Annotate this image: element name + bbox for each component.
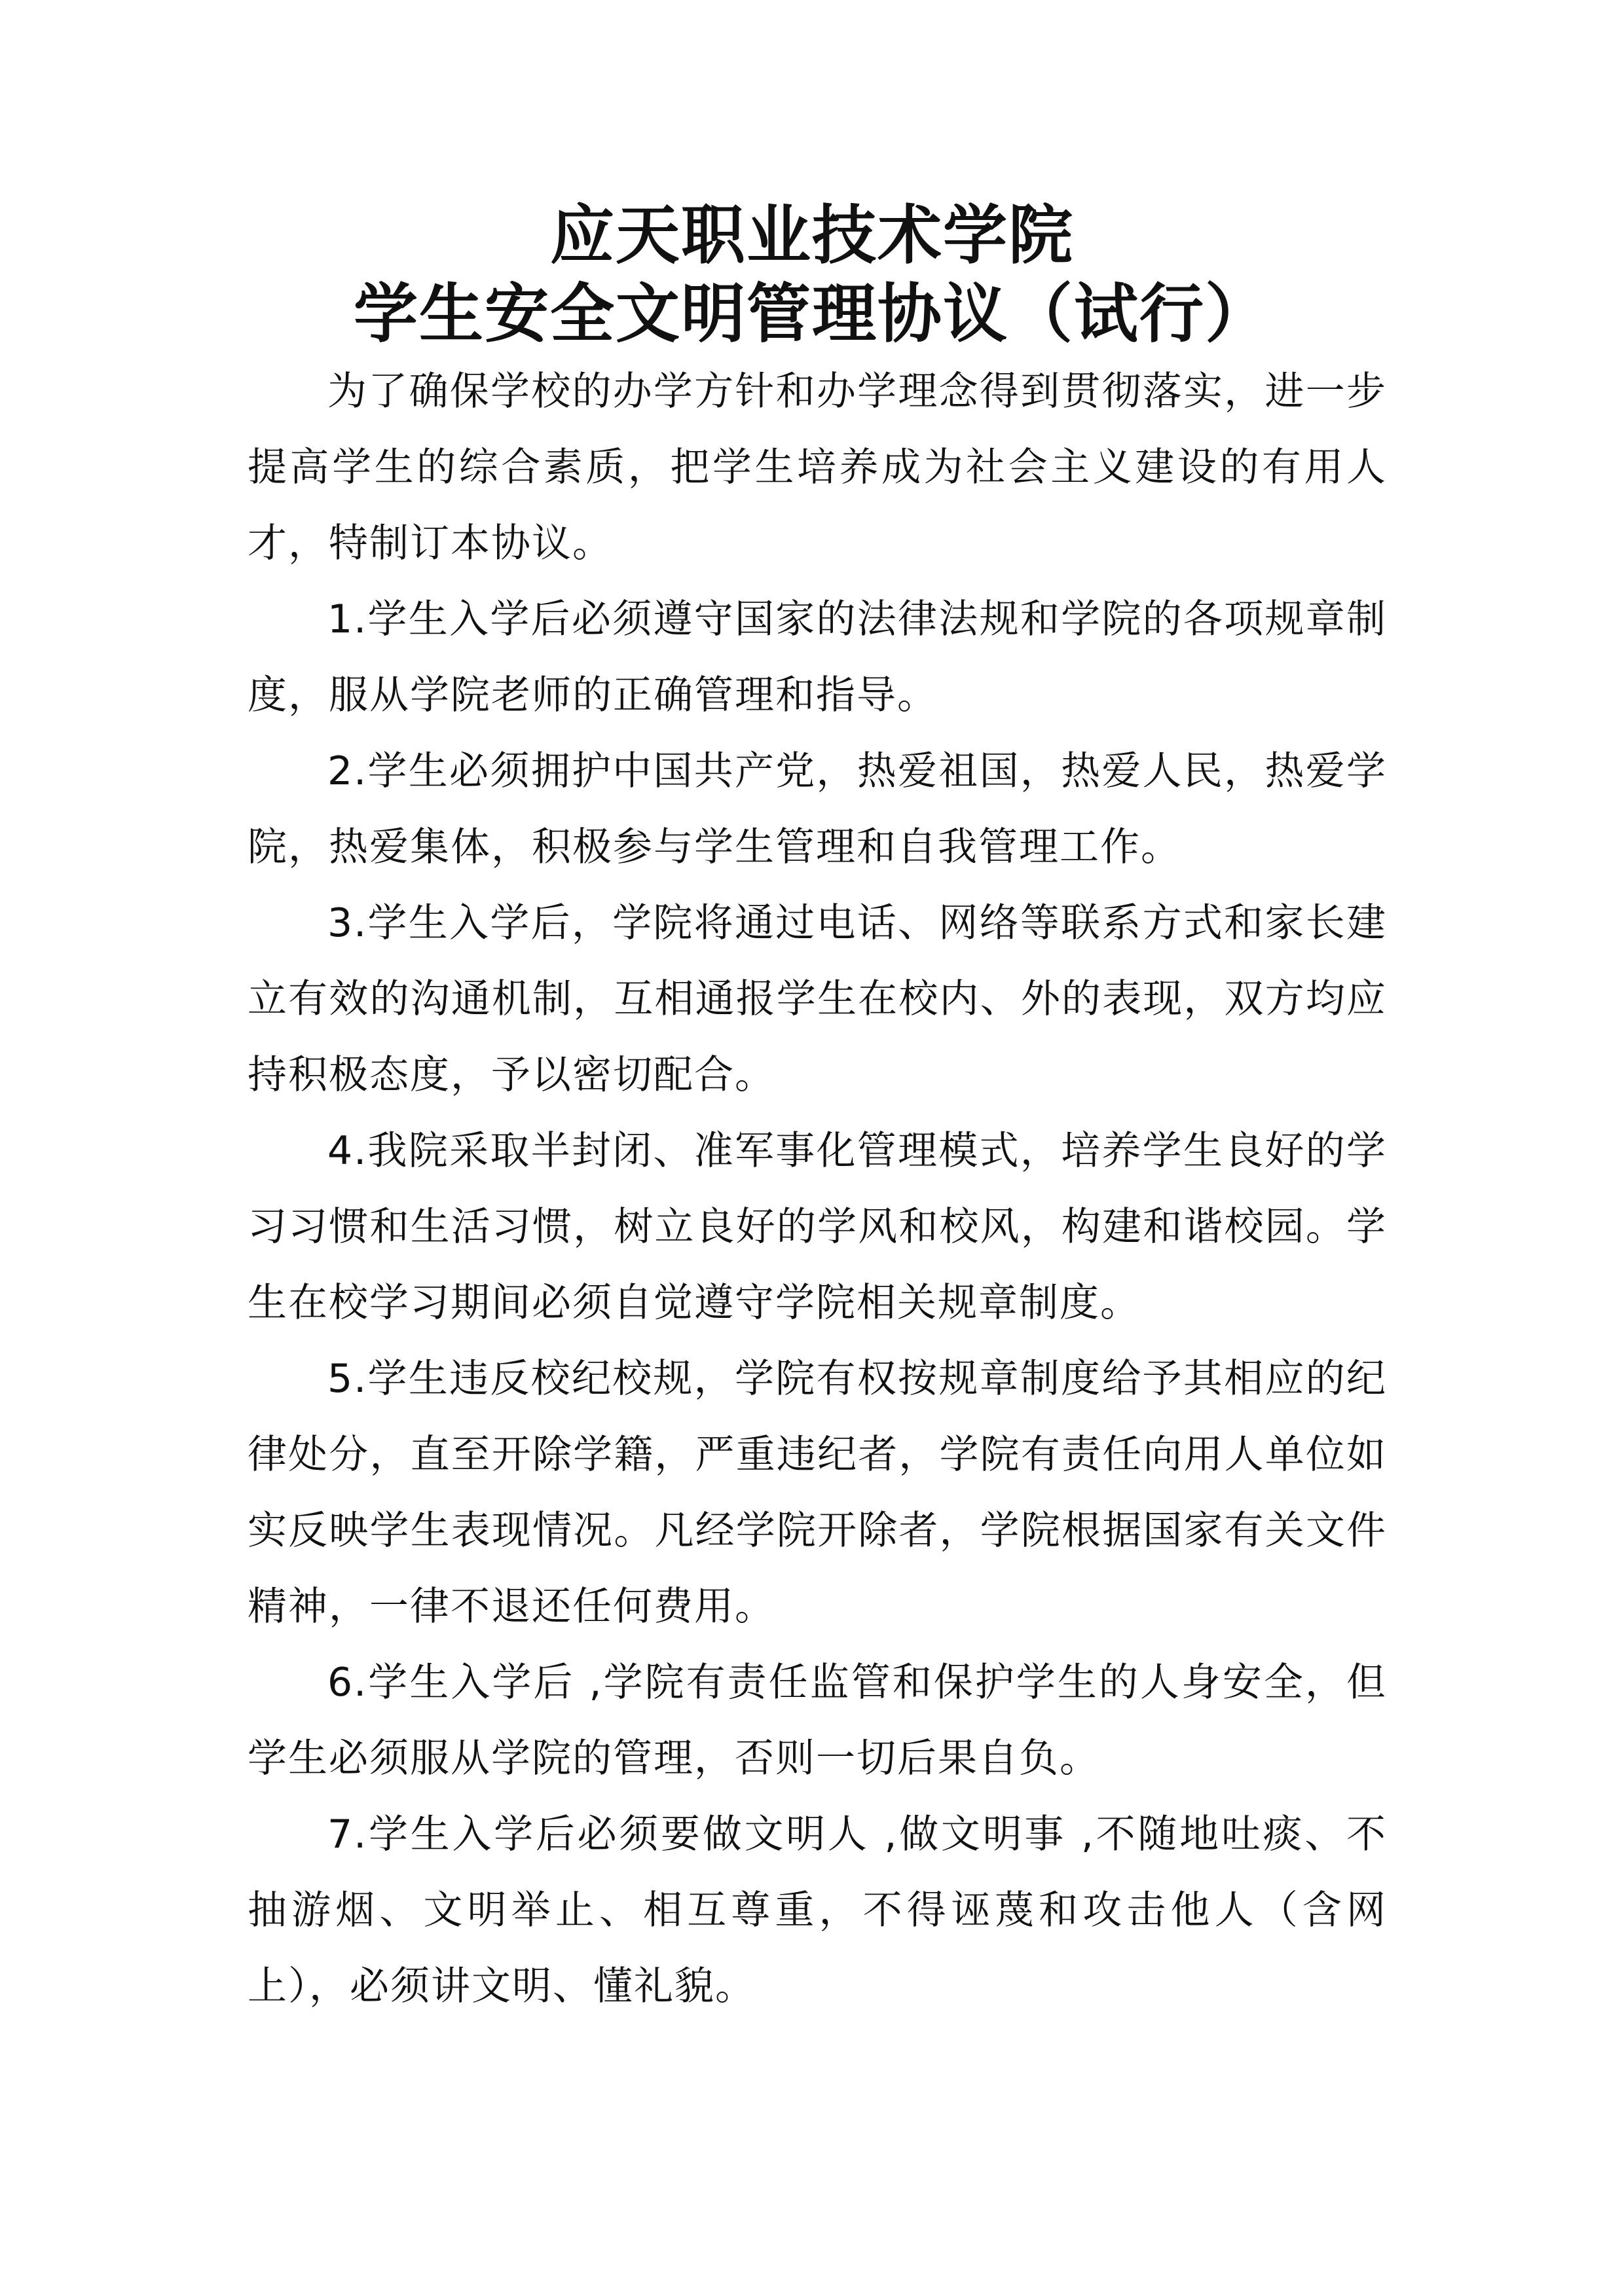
clause-paragraph: 5.学生违反校纪校规，学院有权按规章制度给予其相应的纪律处分，直至开除学籍，严重违纪者，学院有责任向用人单位如实反映学生表现情况。凡经学院开除者，学院根据国家有关文件精神，一律不退还任何费用。 [248, 1356, 1387, 1630]
clause-paragraph: 3.学生入学后，学院将通过电话、网络等联系方式和家长建立有效的沟通机制，互相通报学生在校内、外的表现，双方均应持积极态度，予以密切配合。 [248, 900, 1387, 1098]
intro-paragraph: 为了确保学校的办学方针和办学理念得到贯彻落实，进一步提高学生的综合素质，把学生培养成为社会主义建设的有用人才，特制订本协议。 [248, 369, 1387, 566]
clause-paragraph: 1.学生入学后必须遵守国家的法律法规和学院的各项规章制度，服从学院老师的正确管理和指导。 [248, 596, 1387, 718]
document-body [248, 354, 1387, 2024]
document-title-agreement: 学生安全文明管理协议（试行） [353, 276, 1270, 352]
clause-paragraph: 7.学生入学后必须要做文明人 ,做文明事 ,不随地吐痰、不抽游烟、文明举止、相互尊重，不得诬蔑和攻击他人（含网上），必须讲文明、懂礼貌。 [248, 1812, 1387, 2009]
clause-paragraph: 6.学生入学后 ,学院有责任监管和保护学生的人身安全，但学生必须服从学院的管理，否则一切后果自负。 [248, 1660, 1387, 1781]
clause-paragraph: 2.学生必须拥护中国共产党，热爱祖国，热爱人民，热爱学院，热爱集体，积极参与学生管理和自我管理工作。 [248, 748, 1387, 870]
clause-paragraph: 4.我院采取半封闭、准军事化管理模式，培养学生良好的学习习惯和生活习惯，树立良好的学风和校风，构建和谐校园。学生在校学习期间必须自觉遵守学院相关规章制度。 [248, 1128, 1387, 1326]
document-title-school: 应天职业技术学院 [549, 198, 1074, 273]
